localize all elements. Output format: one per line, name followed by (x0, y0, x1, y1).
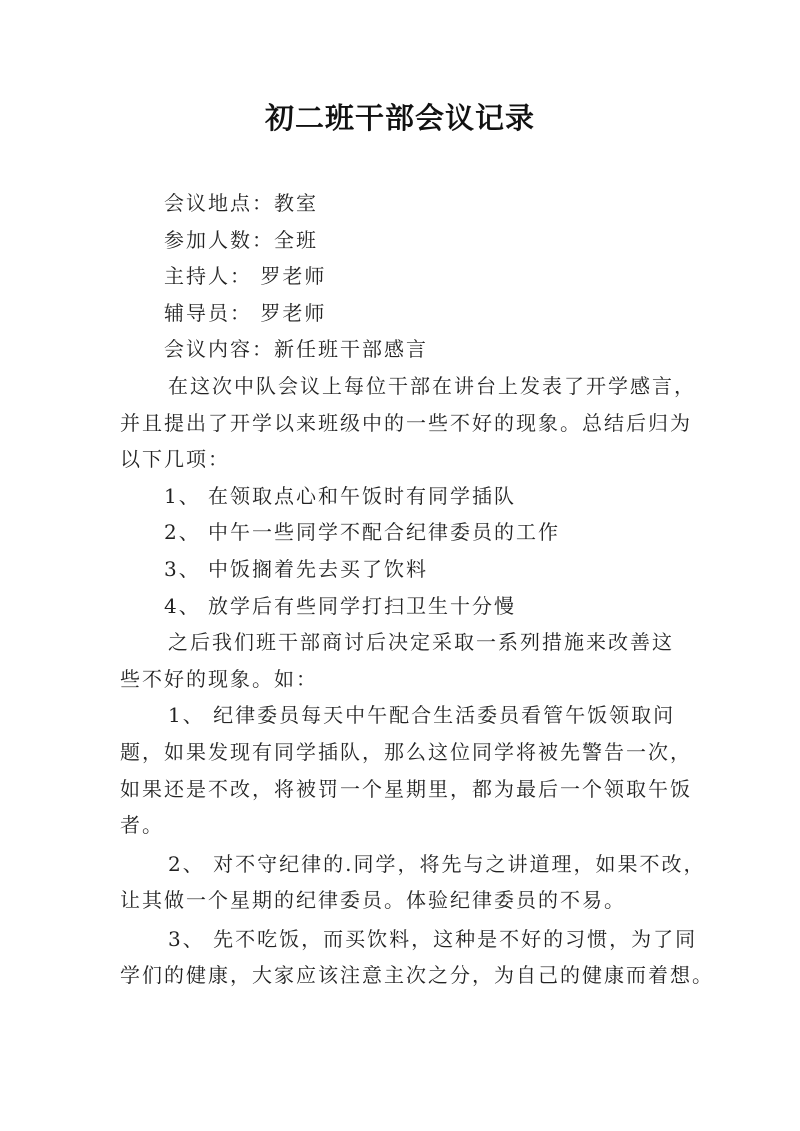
intro-line: 以下几项： (120, 447, 230, 472)
measure-line: 3、 先不吃饭，而买饮料，这种是不好的习惯，为了同 (168, 926, 698, 951)
field-content (120, 331, 688, 368)
field-host (120, 258, 688, 295)
measure-line: 者。 (120, 813, 164, 838)
document-body (120, 185, 714, 994)
field-label: 主持人： (164, 264, 252, 289)
document-title: 初二班干部会议记录 (264, 101, 535, 135)
measure-line: 2、 对不守纪律的.同学，将先与之讲道理，如果不改， (168, 851, 706, 876)
problem-number: 3、 (164, 556, 201, 581)
measure-line: 学们的健康，大家应该注意主次之分，为自己的健康而着想。 (120, 963, 714, 988)
field-label: 辅导员： (164, 300, 252, 325)
problem-text: 放学后有些同学打扫卫生十分慢 (208, 593, 516, 618)
problem-number: 2、 (164, 520, 201, 545)
field-label: 参加人数： (164, 227, 274, 252)
field-value: 教室 (274, 191, 318, 215)
measure-line: 让其做一个星期的纪律委员。体验纪律委员的不易。 (120, 888, 626, 913)
problem-item (120, 478, 688, 515)
intro-line: 并且提出了开学以来班级中的一些不好的现象。总结后归为 (120, 410, 692, 435)
measure-line: 如果还是不改，将被罚一个星期里，都为最后一个领取午饭 (120, 776, 692, 801)
problem-item (120, 514, 688, 551)
problem-item (120, 588, 688, 625)
field-location (120, 185, 688, 222)
field-label: 会议内容： (164, 337, 274, 362)
problem-number: 1、 (164, 483, 201, 508)
problem-item (120, 551, 688, 588)
field-advisor (120, 295, 688, 332)
problem-text: 中饭搁着先去买了饮料 (208, 556, 428, 581)
field-value: 新任班干部感言 (274, 337, 428, 362)
intro-line: 在这次中队会议上每位干部在讲台上发表了开学感言， (168, 373, 696, 398)
field-value: 全班 (274, 227, 318, 252)
measure-line: 题，如果发现有同学插队，那么这位同学将被先警告一次， (120, 739, 692, 764)
problem-text: 中午一些同学不配合纪律委员的工作 (208, 520, 560, 545)
problem-text: 在领取点心和午饭时有同学插队 (208, 483, 516, 508)
measures-intro-line: 些不好的现象。如： (120, 666, 318, 691)
field-attendance (120, 222, 688, 259)
measure-line: 1、 纪律委员每天中午配合生活委员看管午饭领取问 (168, 703, 676, 728)
field-label: 会议地点： (164, 191, 274, 215)
field-value: 罗老师 (252, 264, 327, 289)
measures-intro-line: 之后我们班干部商讨后决定采取一系列措施来改善这 (168, 630, 674, 655)
problem-number: 4、 (164, 593, 201, 618)
field-value: 罗老师 (252, 300, 327, 325)
